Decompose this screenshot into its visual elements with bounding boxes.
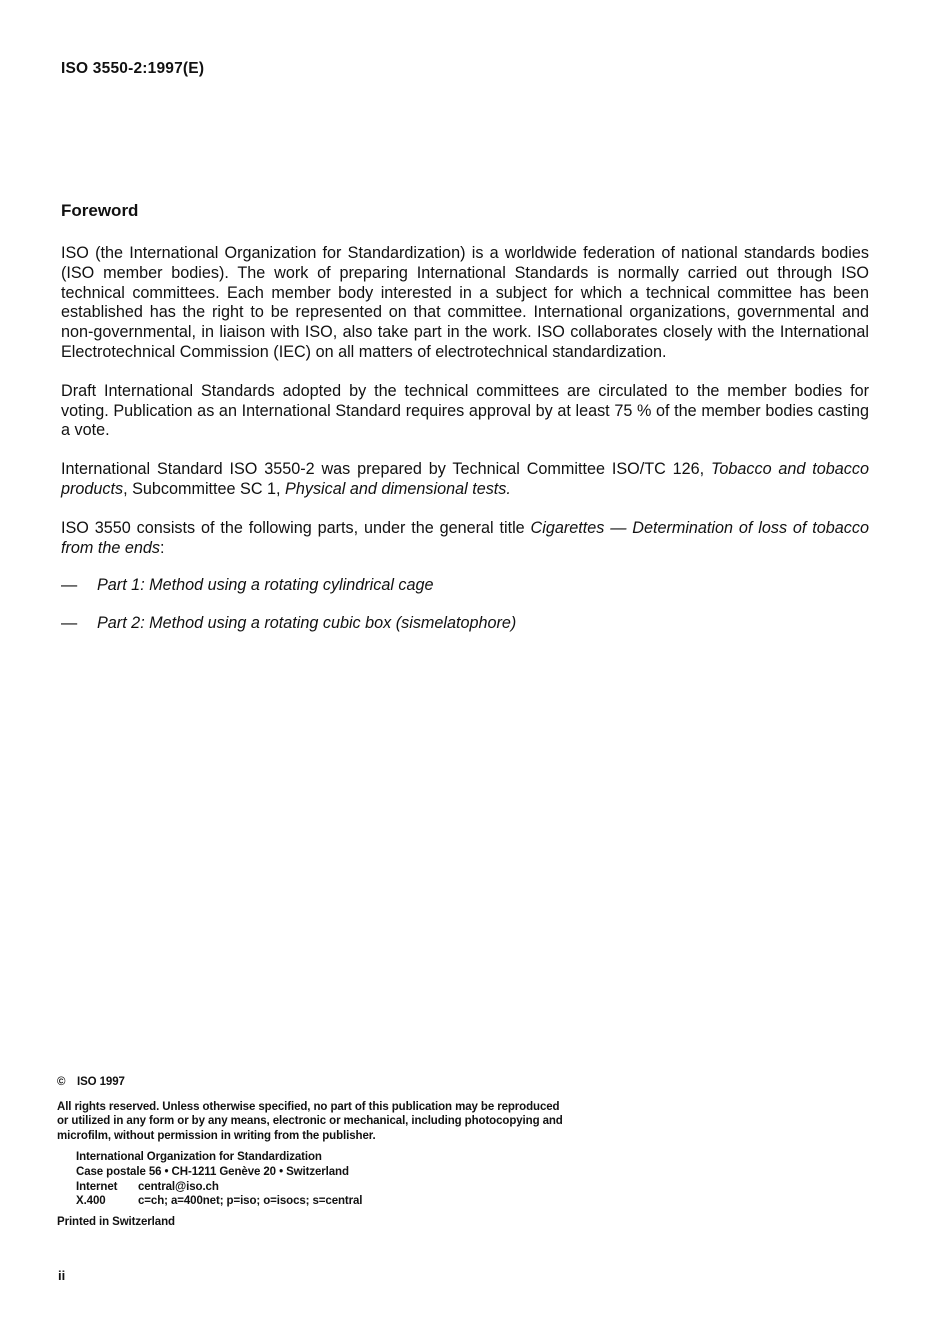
copyright-line — [57, 1075, 617, 1090]
part-1-title: Part 1: Method using a rotating cylindrical cage — [97, 576, 434, 595]
paragraph-3-text-1: International Standard ISO 3550-2 was prepared by Technical Committee ISO/TC 126, — [61, 460, 711, 479]
list-item — [61, 575, 869, 595]
page-number: ii — [58, 1268, 66, 1283]
committee-title: Tobacco and tobacco products — [61, 460, 869, 498]
foreword-section — [61, 200, 869, 651]
x400-row — [76, 1194, 617, 1209]
x400-label: X.400 — [76, 1195, 106, 1208]
list-dash: — — [61, 576, 78, 595]
internet-label: Internet — [76, 1180, 118, 1193]
document-id-header: ISO 3550-2:1997(E) — [61, 60, 205, 77]
copyright-text: ISO 1997 — [77, 1076, 125, 1088]
paragraph-4-text-1: ISO 3550 consists of the following parts, under the general title — [61, 518, 531, 537]
x400-value: c=ch; a=400net; p=iso; o=isocs; s=central — [138, 1195, 363, 1208]
org-name: International Organization for Standardization — [76, 1151, 322, 1164]
foreword-paragraph-2: Draft International Standards adopted by the technical committees are circulated to the member bodies for voting. Publication as an International Standard requires approval by at least 75 % of the member bodies casting a vote. — [61, 381, 869, 440]
foreword-paragraph-3 — [61, 460, 869, 500]
copyright-icon: © — [57, 1076, 66, 1088]
rights-line: or utilized in any form or by any means, electronic or mechanical, including photocopying and — [57, 1115, 563, 1128]
foreword-heading: Foreword — [61, 201, 139, 220]
foreword-paragraph-4 — [61, 519, 869, 559]
rights-line: All rights reserved. Unless otherwise specified, no part of this publication may be reproduced — [57, 1100, 560, 1113]
publisher-address — [76, 1150, 617, 1208]
paragraph-4-text-2: : — [159, 538, 165, 557]
paragraph-3-text-2: , Subcommittee SC 1, — [123, 479, 286, 498]
list-dash: — — [61, 614, 78, 633]
printed-in: Printed in Switzerland — [57, 1215, 175, 1228]
foreword-paragraph-1: ISO (the International Organization for Standardization) is a worldwide federation of national standards bodies (ISO member bodies). The work of preparing International Standards is normally carried out through ISO technical committees. Each member body interested in a subject for which a technical committee has been established has the right to be represented on that committee. International organizations, governmental and non-governmental, in liaison with ISO, also take part in the work. ISO collaborates closely with the International Electrotechnical Commission (IEC) on all matters of electrotechnical standardization. — [61, 244, 869, 361]
internet-value: central@iso.ch — [138, 1180, 219, 1193]
postal-address: Case postale 56 • CH-1211 Genève 20 • Switzerland — [76, 1165, 349, 1178]
copyright-footer — [57, 1075, 617, 1229]
internet-row — [76, 1180, 617, 1195]
general-title: Cigarettes — Determination of loss of tobacco from the ends — [61, 518, 869, 557]
rights-line: microfilm, without permission in writing from the publisher. — [57, 1129, 376, 1142]
rights-notice — [57, 1100, 617, 1144]
subcommittee-title: Physical and dimensional tests. — [285, 479, 511, 498]
part-2-title: Part 2: Method using a rotating cubic box (sismelatophore) — [97, 614, 517, 633]
list-item — [61, 613, 869, 633]
